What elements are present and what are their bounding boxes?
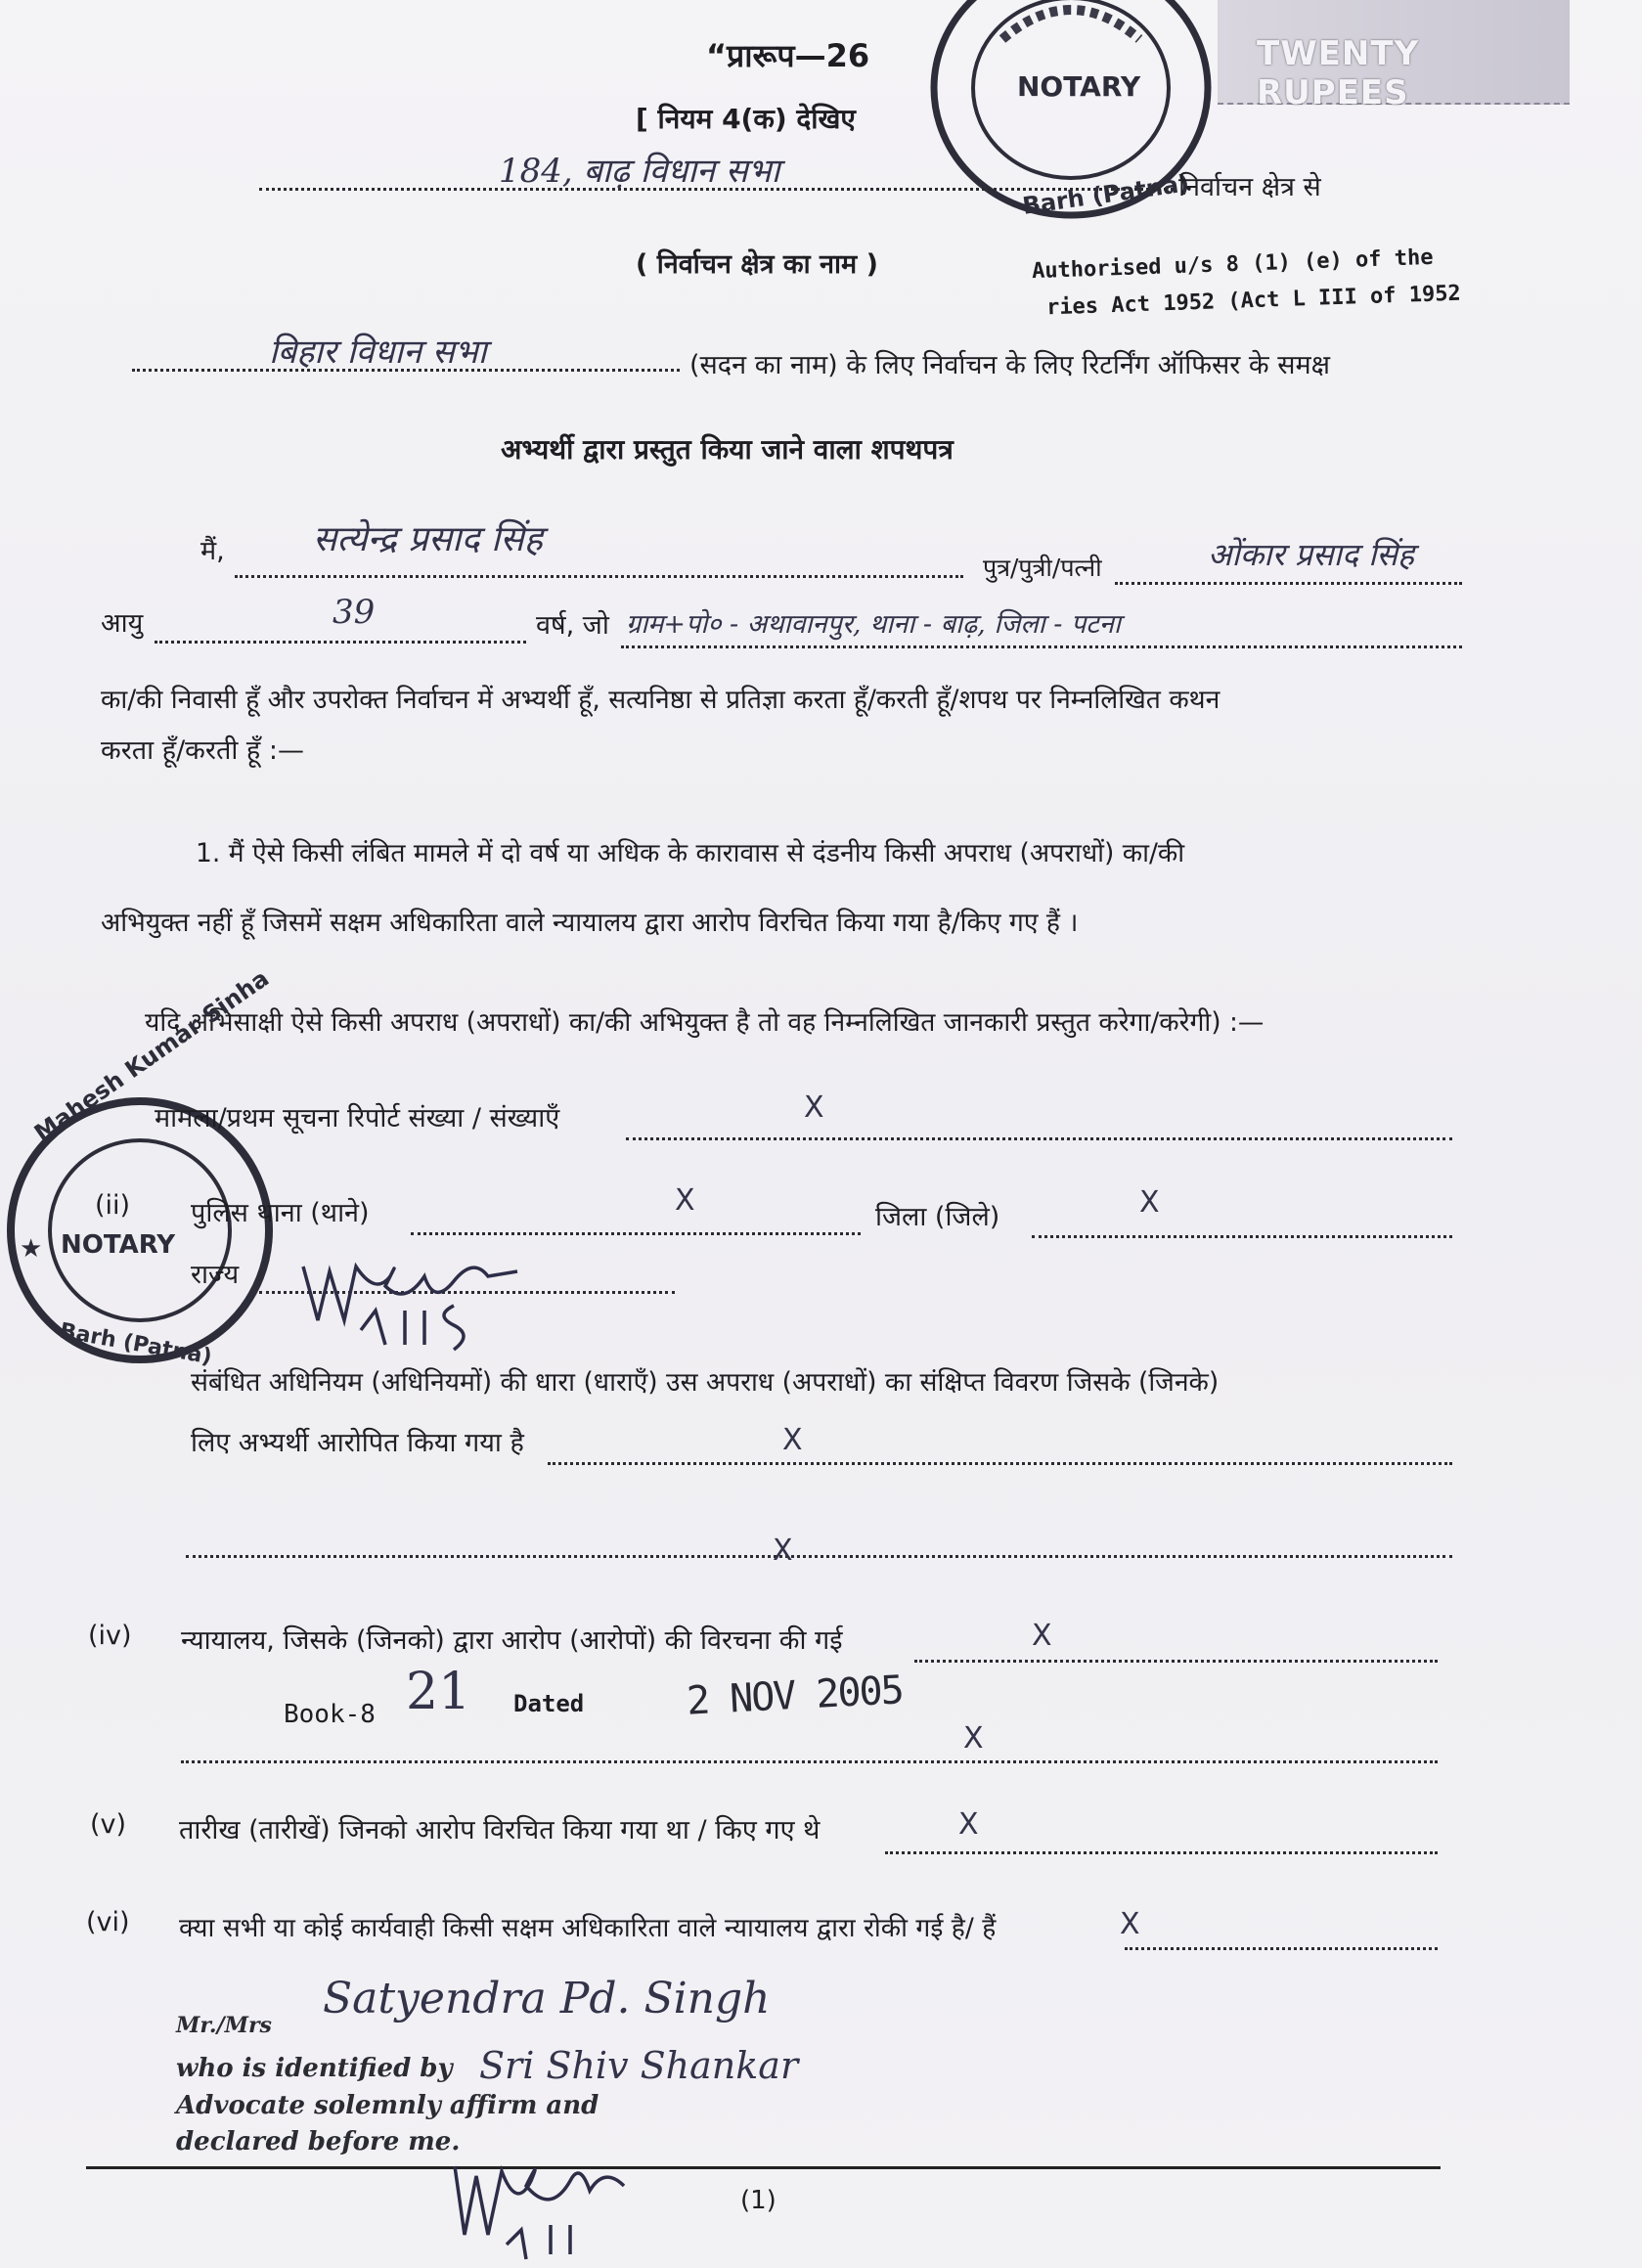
relative-name-dots [1115,582,1462,585]
book-number: 21 [406,1663,471,1721]
constituency-handwritten: 184, बाढ़ विधान सभा [499,152,780,191]
item-iv-label: (iv) [88,1621,132,1651]
constituency-dots [259,188,1174,191]
notary-line-2: who is identified by [176,2054,453,2083]
house-suffix: (सदन का नाम) के लिए निर्वाचन के लिए रिटर्निंग ऑफिसर के समक्ष [689,350,1330,380]
dated-value: 2 NOV 2005 [685,1668,904,1724]
house-dots [132,369,680,372]
district-dots [1032,1235,1452,1238]
i-label: मैं, [200,536,225,566]
para-2: यदि अभिसाक्षी ऐसे किसी अपराध (अपराधों) का/की अभियुक्त है तो वह निम्नलिखित जानकारी प्रस्तुत करेगा/करेगी) :— [145,1007,1265,1038]
footer-rule [86,2166,1441,2169]
item-v-label: (v) [90,1809,127,1840]
svg-text:★: ★ [20,1234,43,1264]
district-label: जिला (जिले) [875,1202,1000,1232]
age-dots [155,641,526,644]
para-1-line-1: 1. मैं ऐसे किसी लंबित मामले में दो वर्ष या अधिक के कारावास से दंडनीय किसी अपराध (अपराधों) का/की [196,838,1185,868]
item-ii-label: (ii) [95,1190,131,1221]
item-vi-nil: X [1120,1907,1140,1941]
item-i-dots [626,1137,1452,1140]
authorised-line-1: Authorised u/s 8 (1) (e) of the [1031,245,1434,285]
para-1-line-2: अभियुक्त नहीं हूँ जिसमें सक्षम अधिकारिता वाले न्यायालय द्वारा आरोप विरचित किया गया है/किए गए हैं । [101,908,1079,938]
item-iii-nil-1: X [782,1423,803,1457]
item-iv-dots [914,1660,1438,1663]
age-handwritten: 39 [333,593,376,632]
left-seal-title: NOTARY [61,1230,176,1260]
revenue-stamp [1218,0,1570,112]
item-iii-nil-2: X [773,1534,793,1568]
item-iv-text: न्यायालय, जिसके (जिनको) द्वारा आरोप (आरोपों) की विरचना की गई [181,1625,843,1656]
relation-label: पुत्र/पुत्री/पत्नी [983,554,1102,582]
house-handwritten: बिहार विधान सभा [269,333,487,372]
state-label: राज्य [191,1260,240,1290]
relative-name-handwritten: ओंकार प्रसाद सिंह [1208,536,1415,573]
address-handwritten: ग्राम+पो० - अथावानपुर, थाना - बाढ़, जिला - पटना [626,609,1121,640]
item-iii-line-2: लिए अभ्यर्थी आरोपित किया गया है [191,1428,524,1458]
item-i-text: मामला/प्रथम सूचना रिपोर्ट संख्या / संख्याएँ [155,1103,560,1134]
item-iii-line-1: संबंधित अधिनियम (अधिनियमों) की धारा (धाराएँ) उस अपराध (अपराधों) का संक्षिप्त विवरण जिसके (जिनके) [191,1367,1220,1398]
item-iv-nil: X [1032,1619,1052,1653]
item-vi-dots [1125,1947,1438,1950]
form-number: “प्रारूप—26 [706,37,870,74]
notary-line-1: Mr./Mrs [176,2013,272,2038]
constituency-caption: ( निर्वाचन क्षेत्र का नाम ) [636,249,878,280]
item-iii-dots-1 [548,1462,1452,1465]
left-seal-name: Mahesh Kumar Sinha [29,964,275,1147]
years-label: वर्ष, जो [536,610,609,641]
authorised-line-2: ries Act 1952 (Act L III of 1952 [1045,281,1462,321]
item-vi-label: (vi) [86,1907,130,1937]
book-label: Book-8 [284,1700,376,1729]
age-label: आयु [101,608,144,639]
item-v-text: तारीख (तारीखें) जिनको आरोप विरचित किया गया था / किए गए थे [179,1815,821,1846]
candidate-name-handwritten: सत्येन्द्र प्रसाद सिंह [313,519,543,559]
left-seal-place: Barh (Patna) [58,1318,214,1370]
declaration-line-2: करता हूँ/करती हूँ :— [101,735,304,766]
page-number: (1) [740,2186,777,2215]
item-v-dots [885,1851,1438,1854]
top-seal-title: NOTARY [1017,70,1141,103]
item-vi-text: क्या सभी या कोई कार्यवाही किसी सक्षम अधिकारिता वाले न्यायालय द्वारा रोकी गई है/ हैं [179,1913,997,1943]
constituency-suffix: निर्वाचन क्षेत्र से [1178,172,1321,202]
advocate-signature: Sri Shiv Shankar [479,2044,799,2087]
revenue-stamp-text: TWENTY RUPEES [1257,34,1420,112]
affidavit-title: अभ्यर्थी द्वारा प्रस्तुत किया जाने वाला शपथपत्र [501,433,954,466]
rule-reference: [ नियम 4(क) देखिए [636,103,856,135]
item-i-nil: X [804,1090,824,1125]
declaration-line-1: का/की निवासी हूँ और उपरोक्त निर्वाचन में अभ्यर्थी हूँ, सत्यनिष्ठा से प्रतिज्ञा करता हूँ/करती हूँ/शपथ पर निम्नलिखित कथन [101,685,1220,715]
notary-line-3: Advocate solemnly affirm and [176,2091,599,2120]
dated-label: Dated [513,1690,585,1717]
district-nil: X [1139,1185,1160,1220]
top-seal-place: Barh (Patna) [1020,169,1191,220]
item-ii-text: पुलिस थाना (थाने) [191,1198,370,1228]
item-v-nil: X [958,1807,979,1842]
address-dots [621,645,1462,648]
notary-initials-signature [293,1227,616,1355]
item-iv-nil-2: X [963,1721,984,1756]
notary-line-4: declared before me. [176,2127,461,2157]
item-ii-nil: X [675,1183,695,1218]
candidate-name-dots [235,575,963,578]
candidate-signature: Satyendra Pd. Singh [323,1974,771,2023]
item-iii-dots-2 [186,1555,1452,1558]
item-iv-dots-2 [181,1760,1438,1763]
notary-footer-signature [445,2147,680,2268]
